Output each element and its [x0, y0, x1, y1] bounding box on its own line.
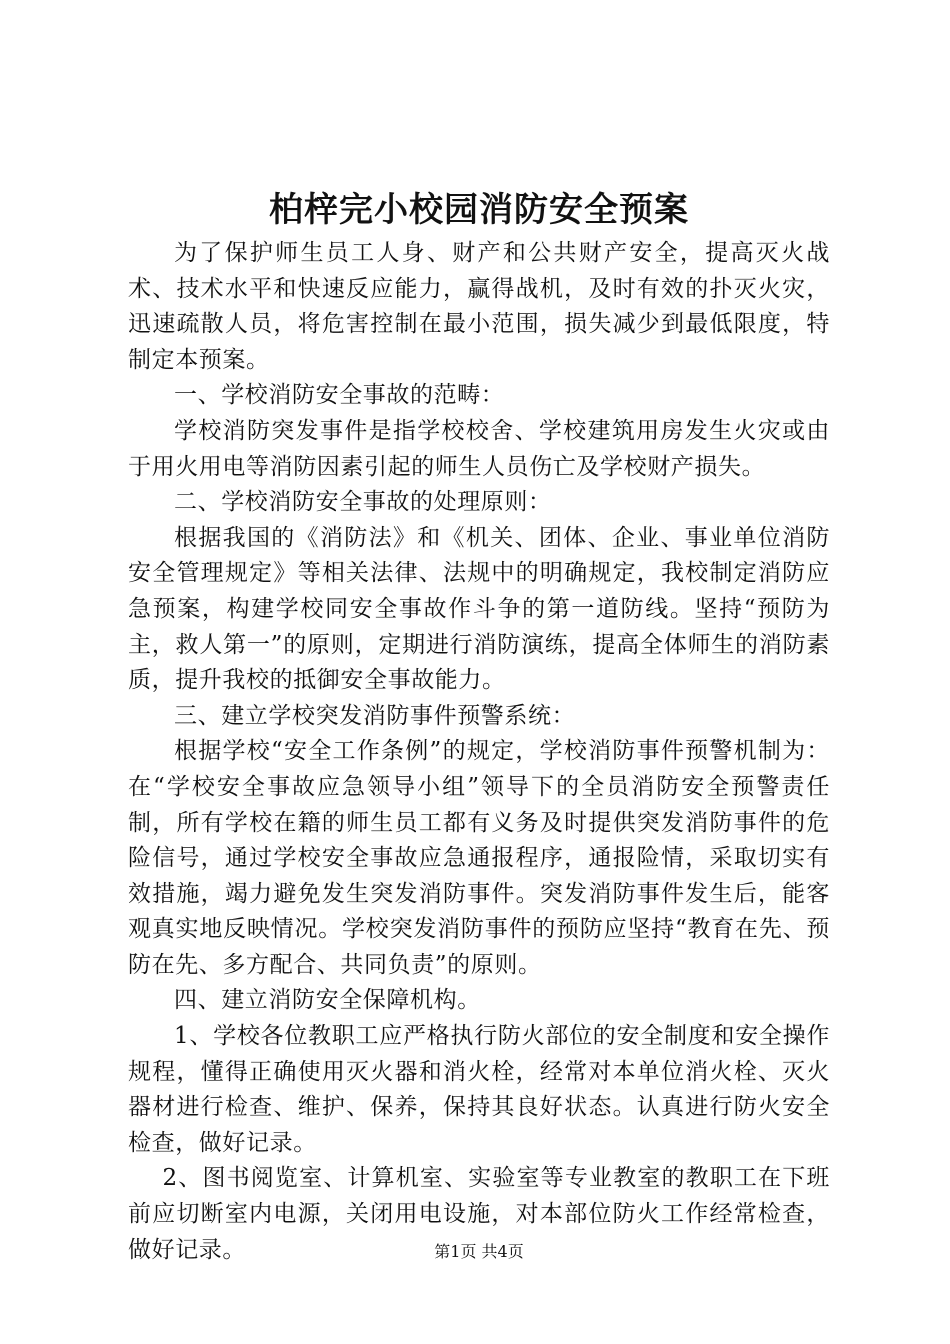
paragraph-item-1: 1、学校各位教职工应严格执行防火部位的安全制度和安全操作规程，懂得正确使用灭火器和消火栓，经常对本单位消火栓、灭火器材进行检查、维护、保养，保持其良好状态。认真进行防火安全检查，做好记录。 — [128, 1023, 830, 1156]
paragraph-section-1: 学校消防突发事件是指学校校舍、学校建筑用房发生火灾或由于用火用电等消防因素引起的师生人员伤亡及学校财产损失。 — [128, 417, 830, 480]
section-heading-1: 一、学校消防安全事故的范畴： — [174, 382, 505, 409]
section-heading-3: 三、建立学校突发消防事件预警系统： — [174, 702, 576, 729]
page-number-footer: 第1页 共4页 — [434, 1242, 524, 1261]
section-heading-2: 二、学校消防安全事故的处理原则： — [174, 489, 552, 516]
paragraph-section-2: 根据我国的《消防法》和《机关、团体、企业、事业单位消防安全管理规定》等相关法律、法规中的明确规定，我校制定消防应急预案，构建学校同安全事故作斗争的第一道防线。坚持“预防为主，救人第一”的原则，定期进行消防演练，提高全体师生的消防素质，提升我校的抵御安全事故能力。 — [128, 524, 830, 694]
document-title: 柏梓完小校园消防安全预案 — [269, 190, 689, 230]
paragraph-section-3: 根据学校“安全工作条例”的规定，学校消防事件预警机制为：在“学校安全事故应急领导小组”领导下的全员消防安全预警责任制，所有学校在籍的师生员工都有义务及时提供突发消防事件的危险信号，通过学校安全事故应急通报程序，通报险情，采取切实有效措施，竭力避免发生突发消防事件。突发消防事件发生后，能客观真实地反映情况。学校突发消防事件的预防应坚持“教育在先、预防在先、多方配合、共同负责”的原则。 — [128, 738, 830, 978]
paragraph-item-2: 2、图书阅览室、计算机室、实验室等专业教室的教职工在下班前应切断室内电源，关闭用电设施，对本部位防火工作经常检查，做好记录。 — [128, 1165, 830, 1263]
paragraph-intro: 为了保护师生员工人身、财产和公共财产安全，提高灭火战术、技术水平和快速反应能力，赢得战机，及时有效的扑灭火灾，迅速疏散人员，将危害控制在最小范围，损失减少到最低限度，特制定本预案。 — [128, 240, 830, 373]
document-page — [128, 0, 830, 1344]
document-body — [128, 236, 830, 1268]
section-heading-4: 四、建立消防安全保障机构。 — [174, 987, 481, 1014]
